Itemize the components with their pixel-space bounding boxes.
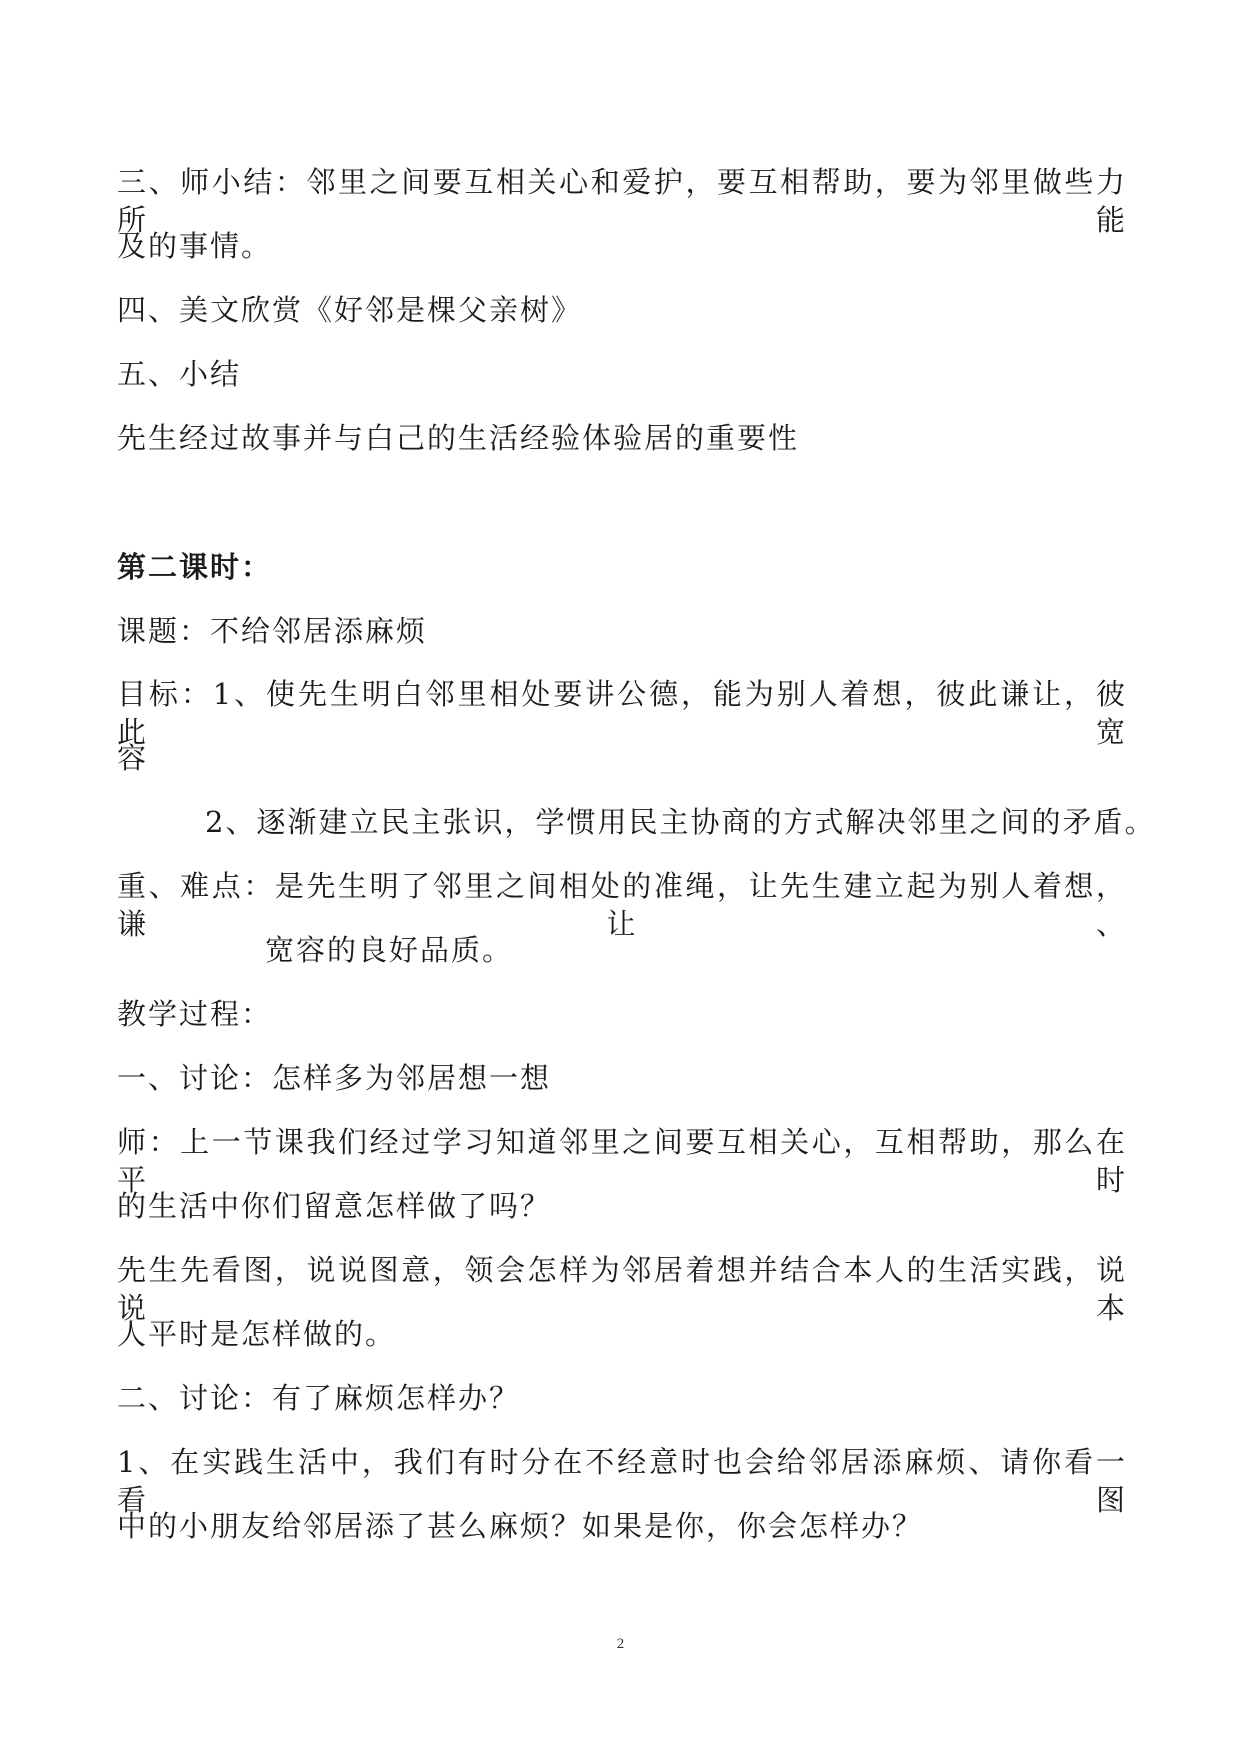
question-line-1: 1、在实践生活中，我们有时分在不经意时也会给邻居添麻烦、请你看一看图	[117, 1445, 1127, 1517]
summary-line-1: 三、师小结：邻里之间要互相关心和爱护，要互相帮助，要为邻里做些力所能	[117, 165, 1127, 237]
summary-text: 先生经过故事并与白己的生活经验体验居的重要性	[117, 421, 800, 455]
key-points-line-2: 宽容的良好品质。	[265, 933, 514, 967]
goal-line-2: 2、逐渐建立民主张识，学惯用民主协商的方式解决邻里之间的矛盾。	[205, 805, 1156, 839]
key-points-line-1: 重、难点：是先生明了邻里之间相处的准绳，让先生建立起为别人着想，谦让、	[117, 869, 1127, 941]
discussion-two-heading: 二、讨论：有了麻烦怎样办？	[117, 1381, 521, 1415]
lesson-topic: 课题：不给邻居添麻烦	[117, 614, 428, 648]
reading-appreciation: 四、美文欣赏《好邻是棵父亲树》	[117, 293, 583, 327]
goal-line-1-continued: 容	[117, 741, 149, 775]
section-summary-heading: 五、小结	[117, 357, 242, 391]
lesson-two-heading: 第二课时：	[117, 550, 273, 584]
student-activity-line-2: 人平时是怎样做的。	[117, 1317, 397, 1351]
summary-line-2: 及的事情。	[117, 229, 273, 263]
student-activity-line-1: 先生先看图，说说图意，领会怎样为邻居着想并结合本人的生活实践，说说本	[117, 1253, 1127, 1325]
question-line-2: 中的小朋友给邻居添了甚么麻烦？如果是你，你会怎样办？	[117, 1509, 924, 1543]
teacher-line-2: 的生活中你们留意怎样做了吗？	[117, 1189, 552, 1223]
goal-line-1: 目标：1、使先生明白邻里相处要讲公德，能为别人着想，彼此谦让，彼此宽	[117, 677, 1127, 749]
page-number: 2	[616, 1636, 625, 1652]
teaching-process-heading: 教学过程：	[117, 997, 273, 1031]
teacher-line-1: 师：上一节课我们经过学习知道邻里之间要互相关心，互相帮助，那么在平时	[117, 1125, 1127, 1197]
discussion-one-heading: 一、讨论：怎样多为邻居想一想	[117, 1061, 552, 1095]
